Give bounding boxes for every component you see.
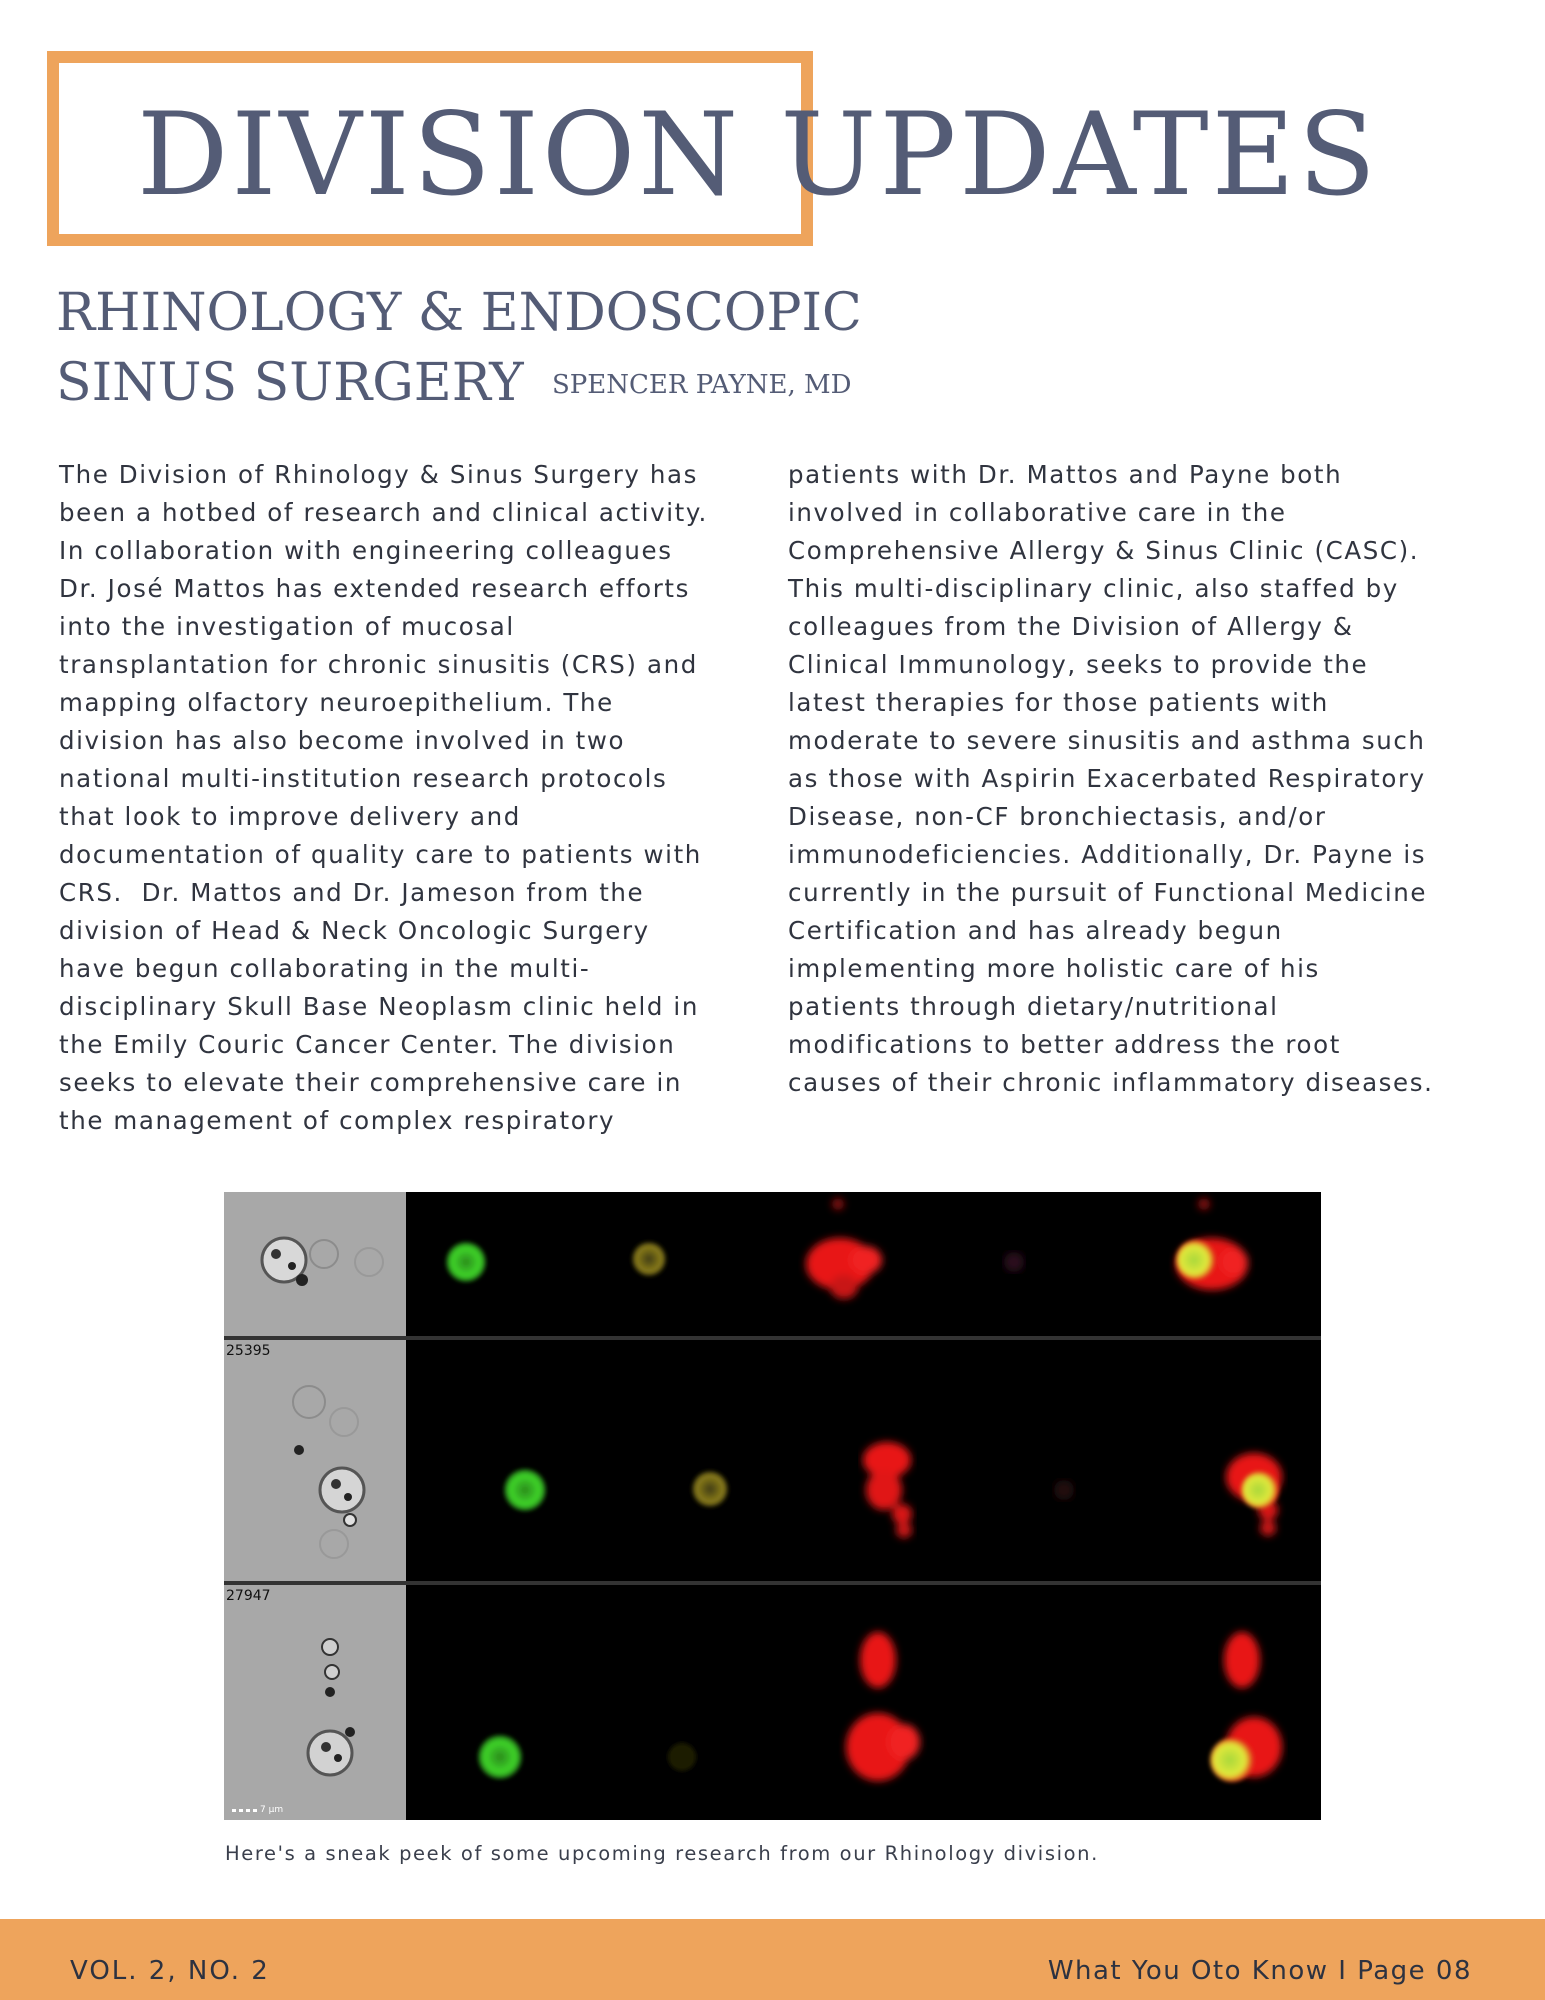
research-image — [224, 1192, 1321, 1820]
green-fluorescent-cell — [504, 1469, 546, 1511]
author-byline: SPENCER PAYNE, MD — [552, 370, 852, 400]
green-fluorescent-cell — [478, 1735, 522, 1779]
article-line: national multi-institution research protocols — [59, 764, 668, 793]
yellow-fluorescent-cell — [692, 1471, 728, 1507]
red-fluorescent-cell — [806, 1198, 882, 1299]
article-line: that look to improve delivery and — [59, 802, 521, 831]
article-line: latest therapies for those patients with — [788, 688, 1329, 717]
section-title-line-1: RHINOLOGY & ENDOSCOPIC — [56, 283, 862, 343]
faint-fluorescent-cell — [1004, 1252, 1024, 1272]
article-line: disciplinary Skull Base Neoplasm clinic held in — [59, 992, 699, 1021]
article-line: division of Head & Neck Oncologic Surgery — [59, 916, 650, 945]
article-line: Certification and has already begun — [788, 916, 1283, 945]
article-line: patients through dietary/nutritional — [788, 992, 1279, 1021]
yellow-fluorescent-cell — [668, 1743, 696, 1771]
article-line: division has also become involved in two — [59, 726, 626, 755]
article-line: patients with Dr. Mattos and Payne both — [788, 460, 1343, 489]
merged-fluorescent-cell — [1176, 1198, 1248, 1290]
article-line: documentation of quality care to patients with — [59, 840, 702, 869]
article-line: immunodeficiencies. Additionally, Dr. Payne is — [788, 840, 1427, 869]
section-title-line-2: SINUS SURGERY — [56, 353, 524, 413]
row-label: 25395 — [226, 1343, 271, 1359]
article-line: involved in collaborative care in the — [788, 498, 1287, 527]
article-line: into the investigation of mucosal — [59, 612, 515, 641]
article-line: the Emily Couric Cancer Center. The division — [59, 1030, 676, 1059]
article-line: Disease, non-CF bronchiectasis, and/or — [788, 802, 1327, 831]
article-line: moderate to severe sinusitis and asthma such — [788, 726, 1426, 755]
brightfield-column — [224, 1192, 406, 1820]
article-column-left — [59, 456, 769, 1140]
merged-fluorescent-cell — [1226, 1453, 1282, 1536]
article-line: been a hotbed of research and clinical activity. — [59, 498, 708, 527]
faint-fluorescent-cell — [1054, 1480, 1074, 1500]
article-line: currently in the pursuit of Functional Medicine — [788, 878, 1428, 907]
article-line: In collaboration with engineering colleagues — [59, 536, 673, 565]
row-divider — [224, 1336, 1321, 1340]
article-line: causes of their chronic inflammatory diseases. — [788, 1068, 1434, 1097]
article-line: Comprehensive Allergy & Sinus Clinic (CASC). — [788, 536, 1420, 565]
row-label: 27947 — [226, 1588, 271, 1604]
green-fluorescent-cell — [446, 1242, 486, 1282]
article-line: as those with Aspirin Exacerbated Respiratory — [788, 764, 1426, 793]
page-title: DIVISION UPDATES — [137, 88, 1379, 221]
merged-fluorescent-cell — [1210, 1632, 1282, 1782]
article-line: transplantation for chronic sinusitis (CRS) and — [59, 650, 698, 679]
article-line: CRS. Dr. Mattos and Dr. Jameson from the — [59, 878, 645, 907]
page-number: What You Oto Know I Page 08 — [1047, 1956, 1472, 1986]
article-line: The Division of Rhinology & Sinus Surgery has — [59, 460, 698, 489]
article-column-right — [788, 456, 1498, 1102]
yellow-fluorescent-cell — [632, 1242, 666, 1276]
article-line: Dr. José Mattos has extended research efforts — [59, 574, 690, 603]
article-line: mapping olfactory neuroepithelium. The — [59, 688, 614, 717]
article-line: the management of complex respiratory — [59, 1106, 616, 1135]
article-line: modifications to better address the root — [788, 1030, 1341, 1059]
article-line: colleagues from the Division of Allergy & — [788, 612, 1354, 641]
row-divider — [224, 1581, 1321, 1585]
article-line: have begun collaborating in the multi- — [59, 954, 591, 983]
red-fluorescent-cell — [846, 1632, 920, 1781]
article-line: implementing more holistic care of his — [788, 954, 1320, 983]
cell-imaging-panel — [224, 1192, 1321, 1820]
issue-number: VOL. 2, NO. 2 — [70, 1956, 270, 1986]
article-line: Clinical Immunology, seeks to provide the — [788, 650, 1369, 679]
red-fluorescent-cell — [863, 1442, 912, 1538]
scale-bar-label: 7 µm — [260, 1805, 284, 1815]
article-line: seeks to elevate their comprehensive care in — [59, 1068, 683, 1097]
figure-caption: Here's a sneak peek of some upcoming research from our Rhinology division. — [225, 1842, 1099, 1865]
article-line: This multi-disciplinary clinic, also staffed by — [788, 574, 1399, 603]
